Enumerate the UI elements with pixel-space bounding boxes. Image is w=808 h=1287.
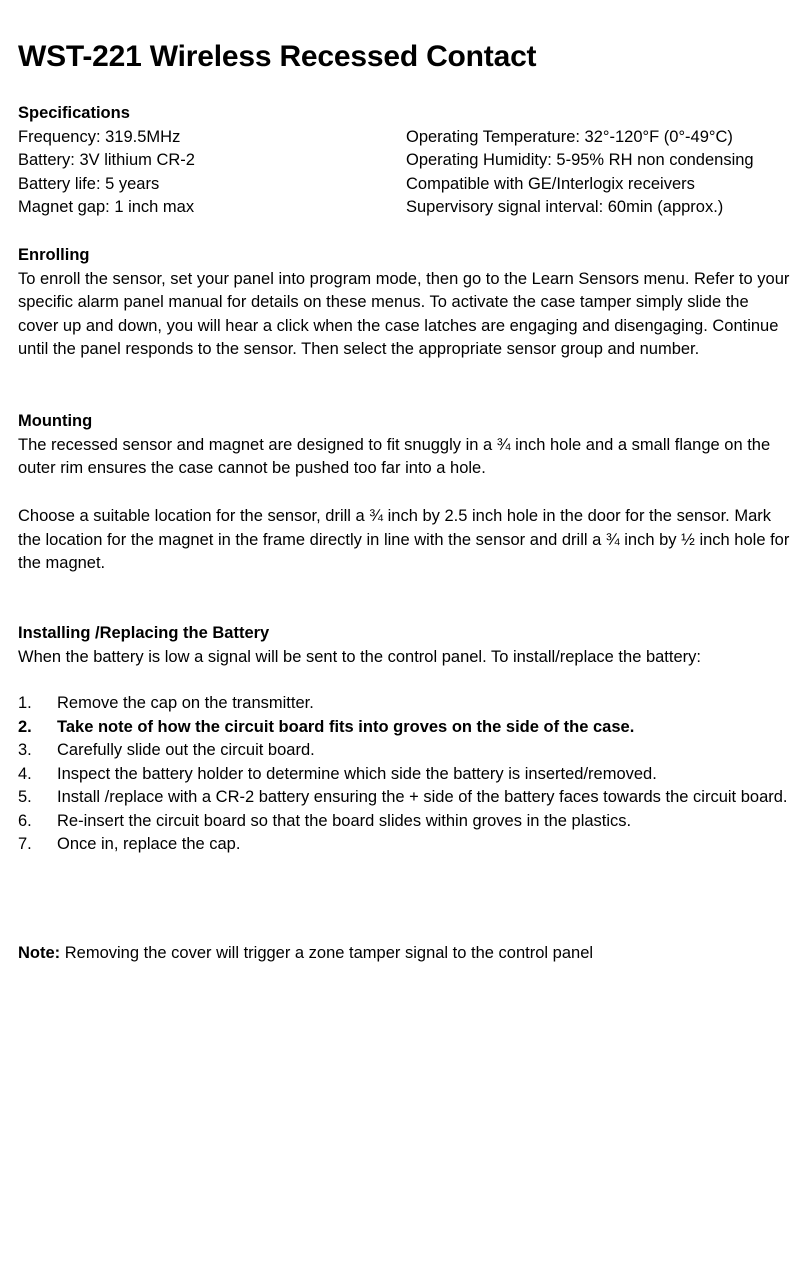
step-number: 6.: [18, 811, 32, 830]
step-number: 1.: [18, 694, 32, 712]
spec-supervisory-interval: Supervisory signal interval: 60min (approx.): [406, 198, 724, 216]
list-item: [18, 786, 793, 810]
mounting-heading: Mounting: [18, 412, 93, 430]
mounting-text-1: The recessed sensor and magnet are designed to fit snuggly in a ¾ inch hole and a small flange on the outer rim ensures the case cannot be pushed too far into a hole.: [18, 435, 771, 477]
step-number: 3.: [18, 741, 32, 759]
enrolling-text: To enroll the sensor, set your panel into program mode, then go to the Learn Sensors menu. Refer to your specific alarm panel manual for details on these menus. To activate the case tamper simply slide the cover up and down, you will hear a click when the case latches are engaging and disengaging. Continue until the panel responds to the sensor. Then select the appropriate sensor group and number.: [18, 269, 790, 358]
step-number: 2.: [18, 717, 32, 736]
spec-battery: Battery: 3V lithium CR-2: [18, 151, 195, 169]
step-text: Re-insert the circuit board so that the board slides within groves in the plastics.: [57, 811, 632, 830]
document-title: WST-221 Wireless Recessed Contact: [18, 40, 537, 73]
spec-battery-life: Battery life: 5 years: [18, 174, 160, 193]
list-item: [18, 716, 793, 740]
mounting-instructions: [18, 505, 793, 576]
spec-compatibility: Compatible with GE/Interlogix receivers: [406, 174, 695, 193]
step-text: Carefully slide out the circuit board.: [57, 741, 315, 759]
step-text: Take note of how the circuit board fits into groves on the side of the case.: [57, 717, 635, 736]
battery-intro: When the battery is low a signal will be sent to the control panel. To install/replace the battery:: [18, 647, 701, 666]
list-item: [18, 810, 793, 834]
specifications-left-column: [18, 126, 406, 220]
step-text: Install /replace with a CR-2 battery ensuring the + side of the battery faces towards the circuit board.: [57, 788, 788, 806]
specifications-section: [18, 102, 793, 220]
battery-heading: Installing /Replacing the Battery: [18, 624, 270, 642]
spec-magnet-gap: Magnet gap: 1 inch max: [18, 198, 195, 216]
specifications-heading: Specifications: [18, 104, 130, 122]
spec-operating-temperature: Operating Temperature: 32°-120°F (0°-49°C): [406, 127, 733, 146]
enrolling-heading: Enrolling: [18, 246, 90, 264]
step-text: Remove the cap on the transmitter.: [57, 694, 314, 712]
note-text: Removing the cover will trigger a zone tamper signal to the control panel: [60, 943, 594, 962]
mounting-text-2: Choose a suitable location for the sensor, drill a ¾ inch by 2.5 inch hole in the door for the sensor. Mark the location for the magnet in the frame directly in line with the sensor and drill a ¾ inch by ½ inch hole for the magnet.: [18, 507, 790, 572]
step-text: Once in, replace the cap.: [57, 835, 241, 853]
step-text: Inspect the battery holder to determine which side the battery is inserted/removed.: [57, 764, 657, 783]
mounting-section: [18, 410, 793, 481]
note-paragraph: [18, 942, 793, 966]
battery-steps-list: [18, 692, 793, 857]
list-item: [18, 833, 793, 857]
step-number: 5.: [18, 788, 32, 806]
list-item: [18, 763, 793, 787]
step-number: 7.: [18, 835, 32, 853]
battery-section: [18, 622, 793, 669]
spec-frequency: Frequency: 319.5MHz: [18, 127, 181, 146]
enrolling-section: [18, 244, 793, 362]
note-label: Note:: [18, 943, 61, 962]
step-number: 4.: [18, 764, 32, 783]
list-item: [18, 692, 793, 716]
spec-operating-humidity: Operating Humidity: 5-95% RH non condensing: [406, 151, 754, 169]
list-item: [18, 739, 793, 763]
specifications-right-column: [406, 126, 793, 220]
